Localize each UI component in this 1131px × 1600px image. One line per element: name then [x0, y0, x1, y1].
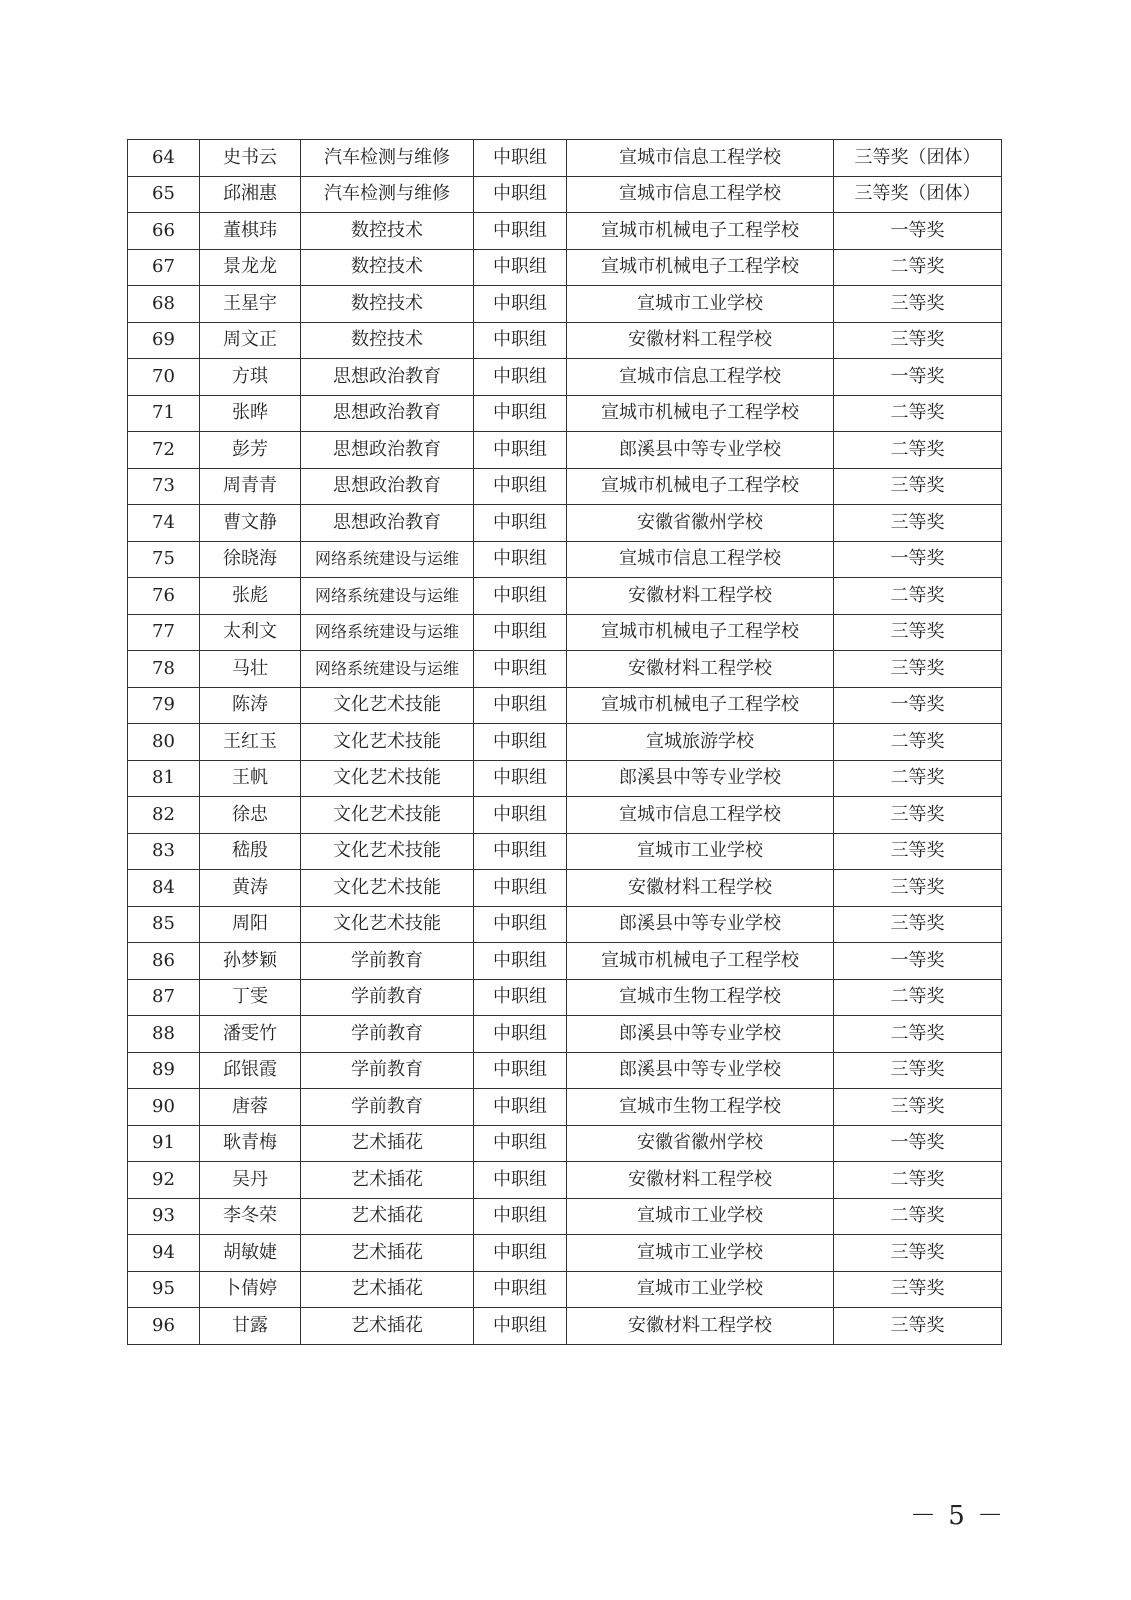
cell-group: 中职组 [474, 760, 567, 797]
cell-project: 艺术插花 [301, 1162, 474, 1199]
cell-group: 中职组 [474, 578, 567, 615]
cell-project: 思想政治教育 [301, 359, 474, 396]
awards-table-body [128, 140, 1002, 1345]
cell-award: 一等奖 [834, 213, 1002, 250]
cell-group: 中职组 [474, 943, 567, 980]
cell-group: 中职组 [474, 1052, 567, 1089]
cell-number: 90 [128, 1089, 200, 1126]
cell-number: 76 [128, 578, 200, 615]
table-row [128, 870, 1002, 907]
cell-group: 中职组 [474, 432, 567, 469]
cell-name: 邱湘惠 [200, 176, 301, 213]
cell-group: 中职组 [474, 797, 567, 834]
table-row [128, 1162, 1002, 1199]
cell-school: 安徽材料工程学校 [567, 651, 834, 688]
cell-number: 84 [128, 870, 200, 907]
table-row [128, 651, 1002, 688]
cell-award: 二等奖 [834, 1162, 1002, 1199]
table-row [128, 176, 1002, 213]
cell-school: 宣城市信息工程学校 [567, 797, 834, 834]
cell-award: 二等奖 [834, 432, 1002, 469]
table-row [128, 213, 1002, 250]
table-row [128, 140, 1002, 177]
table-row [128, 833, 1002, 870]
cell-award: 三等奖 [834, 797, 1002, 834]
cell-number: 87 [128, 979, 200, 1016]
cell-award: 三等奖 [834, 286, 1002, 323]
cell-group: 中职组 [474, 1235, 567, 1272]
table-row [128, 286, 1002, 323]
cell-school: 宣城市信息工程学校 [567, 359, 834, 396]
table-row [128, 505, 1002, 542]
cell-school: 宣城旅游学校 [567, 724, 834, 761]
cell-school: 宣城市信息工程学校 [567, 176, 834, 213]
cell-group: 中职组 [474, 1125, 567, 1162]
cell-number: 65 [128, 176, 200, 213]
cell-group: 中职组 [474, 833, 567, 870]
cell-project: 网络系统建设与运维 [301, 578, 474, 615]
cell-project: 学前教育 [301, 1016, 474, 1053]
cell-award: 三等奖 [834, 1271, 1002, 1308]
cell-project: 艺术插花 [301, 1308, 474, 1345]
cell-award: 二等奖 [834, 979, 1002, 1016]
cell-school: 宣城市工业学校 [567, 833, 834, 870]
cell-name: 卜倩婷 [200, 1271, 301, 1308]
cell-group: 中职组 [474, 359, 567, 396]
cell-number: 88 [128, 1016, 200, 1053]
table-row [128, 1052, 1002, 1089]
cell-name: 周文正 [200, 322, 301, 359]
cell-number: 83 [128, 833, 200, 870]
cell-name: 丁雯 [200, 979, 301, 1016]
cell-award: 三等奖 [834, 651, 1002, 688]
table-row [128, 359, 1002, 396]
cell-project: 数控技术 [301, 286, 474, 323]
cell-school: 宣城市工业学校 [567, 1235, 834, 1272]
cell-award: 一等奖 [834, 541, 1002, 578]
table-row [128, 1235, 1002, 1272]
cell-award: 三等奖（团体） [834, 140, 1002, 177]
cell-project: 文化艺术技能 [301, 797, 474, 834]
cell-school: 宣城市工业学校 [567, 1198, 834, 1235]
cell-group: 中职组 [474, 286, 567, 323]
table-row [128, 1016, 1002, 1053]
cell-group: 中职组 [474, 1162, 567, 1199]
cell-group: 中职组 [474, 724, 567, 761]
table-row [128, 906, 1002, 943]
cell-number: 73 [128, 468, 200, 505]
cell-number: 78 [128, 651, 200, 688]
cell-number: 91 [128, 1125, 200, 1162]
table-row [128, 943, 1002, 980]
cell-name: 邱银霞 [200, 1052, 301, 1089]
cell-school: 郎溪县中等专业学校 [567, 1016, 834, 1053]
cell-number: 66 [128, 213, 200, 250]
cell-award: 一等奖 [834, 687, 1002, 724]
cell-project: 艺术插花 [301, 1271, 474, 1308]
cell-group: 中职组 [474, 1016, 567, 1053]
cell-name: 张晔 [200, 395, 301, 432]
cell-project: 数控技术 [301, 249, 474, 286]
cell-award: 三等奖 [834, 1235, 1002, 1272]
cell-school: 宣城市工业学校 [567, 286, 834, 323]
cell-award: 三等奖 [834, 1308, 1002, 1345]
cell-school: 宣城市生物工程学校 [567, 1089, 834, 1126]
cell-award: 二等奖 [834, 578, 1002, 615]
cell-group: 中职组 [474, 395, 567, 432]
cell-school: 安徽材料工程学校 [567, 870, 834, 907]
cell-project: 艺术插花 [301, 1125, 474, 1162]
cell-project: 思想政治教育 [301, 505, 474, 542]
cell-project: 网络系统建设与运维 [301, 614, 474, 651]
cell-name: 董棋玮 [200, 213, 301, 250]
cell-number: 94 [128, 1235, 200, 1272]
table-row [128, 395, 1002, 432]
cell-name: 王帆 [200, 760, 301, 797]
cell-project: 文化艺术技能 [301, 760, 474, 797]
cell-name: 马壮 [200, 651, 301, 688]
cell-number: 79 [128, 687, 200, 724]
awards-table [127, 139, 1002, 1345]
cell-group: 中职组 [474, 687, 567, 724]
cell-number: 72 [128, 432, 200, 469]
cell-award: 二等奖 [834, 1016, 1002, 1053]
cell-group: 中职组 [474, 1198, 567, 1235]
cell-group: 中职组 [474, 213, 567, 250]
table-row [128, 724, 1002, 761]
cell-school: 安徽材料工程学校 [567, 578, 834, 615]
cell-award: 三等奖 [834, 870, 1002, 907]
cell-school: 宣城市机械电子工程学校 [567, 687, 834, 724]
cell-award: 三等奖 [834, 505, 1002, 542]
cell-project: 数控技术 [301, 213, 474, 250]
table-row [128, 432, 1002, 469]
cell-award: 三等奖 [834, 1052, 1002, 1089]
cell-award: 二等奖 [834, 249, 1002, 286]
cell-group: 中职组 [474, 870, 567, 907]
cell-group: 中职组 [474, 614, 567, 651]
cell-award: 三等奖 [834, 1089, 1002, 1126]
cell-number: 92 [128, 1162, 200, 1199]
cell-number: 67 [128, 249, 200, 286]
cell-project: 学前教育 [301, 979, 474, 1016]
table-row [128, 797, 1002, 834]
cell-project: 网络系统建设与运维 [301, 651, 474, 688]
cell-name: 周青青 [200, 468, 301, 505]
cell-school: 安徽省徽州学校 [567, 1125, 834, 1162]
cell-project: 文化艺术技能 [301, 833, 474, 870]
cell-name: 景龙龙 [200, 249, 301, 286]
table-row [128, 1125, 1002, 1162]
cell-group: 中职组 [474, 1089, 567, 1126]
cell-project: 网络系统建设与运维 [301, 541, 474, 578]
cell-group: 中职组 [474, 140, 567, 177]
cell-project: 思想政治教育 [301, 468, 474, 505]
table-row [128, 1308, 1002, 1345]
cell-name: 周阳 [200, 906, 301, 943]
cell-award: 一等奖 [834, 943, 1002, 980]
cell-name: 潘雯竹 [200, 1016, 301, 1053]
cell-school: 安徽材料工程学校 [567, 1308, 834, 1345]
cell-project: 艺术插花 [301, 1235, 474, 1272]
cell-number: 89 [128, 1052, 200, 1089]
cell-name: 彭芳 [200, 432, 301, 469]
cell-school: 安徽省徽州学校 [567, 505, 834, 542]
table-row [128, 468, 1002, 505]
cell-school: 宣城市机械电子工程学校 [567, 213, 834, 250]
cell-name: 唐蓉 [200, 1089, 301, 1126]
cell-award: 一等奖 [834, 1125, 1002, 1162]
cell-number: 95 [128, 1271, 200, 1308]
cell-name: 李冬荣 [200, 1198, 301, 1235]
cell-name: 耿青梅 [200, 1125, 301, 1162]
cell-name: 太利文 [200, 614, 301, 651]
cell-number: 80 [128, 724, 200, 761]
cell-number: 96 [128, 1308, 200, 1345]
cell-number: 77 [128, 614, 200, 651]
cell-school: 宣城市信息工程学校 [567, 140, 834, 177]
cell-school: 安徽材料工程学校 [567, 1162, 834, 1199]
cell-award: 三等奖 [834, 322, 1002, 359]
cell-number: 68 [128, 286, 200, 323]
cell-name: 王红玉 [200, 724, 301, 761]
table-row [128, 322, 1002, 359]
cell-name: 孙梦颖 [200, 943, 301, 980]
cell-award: 三等奖（团体） [834, 176, 1002, 213]
cell-group: 中职组 [474, 906, 567, 943]
cell-name: 徐晓海 [200, 541, 301, 578]
cell-award: 二等奖 [834, 1198, 1002, 1235]
cell-number: 69 [128, 322, 200, 359]
cell-project: 文化艺术技能 [301, 687, 474, 724]
cell-project: 学前教育 [301, 943, 474, 980]
cell-name: 嵇殷 [200, 833, 301, 870]
cell-number: 85 [128, 906, 200, 943]
cell-project: 汽车检测与维修 [301, 176, 474, 213]
cell-group: 中职组 [474, 979, 567, 1016]
cell-school: 宣城市机械电子工程学校 [567, 468, 834, 505]
cell-award: 二等奖 [834, 395, 1002, 432]
cell-school: 郎溪县中等专业学校 [567, 760, 834, 797]
cell-project: 学前教育 [301, 1089, 474, 1126]
table-row [128, 578, 1002, 615]
cell-award: 一等奖 [834, 359, 1002, 396]
table-row [128, 249, 1002, 286]
cell-project: 艺术插花 [301, 1198, 474, 1235]
cell-number: 70 [128, 359, 200, 396]
cell-name: 王星宇 [200, 286, 301, 323]
cell-school: 宣城市信息工程学校 [567, 541, 834, 578]
cell-name: 曹文静 [200, 505, 301, 542]
cell-name: 史书云 [200, 140, 301, 177]
cell-number: 74 [128, 505, 200, 542]
cell-group: 中职组 [474, 1308, 567, 1345]
cell-group: 中职组 [474, 1271, 567, 1308]
cell-group: 中职组 [474, 651, 567, 688]
cell-group: 中职组 [474, 505, 567, 542]
cell-project: 思想政治教育 [301, 432, 474, 469]
table-row [128, 760, 1002, 797]
cell-school: 郎溪县中等专业学校 [567, 432, 834, 469]
table-row [128, 1271, 1002, 1308]
cell-award: 二等奖 [834, 760, 1002, 797]
cell-school: 郎溪县中等专业学校 [567, 906, 834, 943]
cell-name: 吴丹 [200, 1162, 301, 1199]
page-number: － 5 － [910, 1501, 1006, 1531]
cell-project: 文化艺术技能 [301, 724, 474, 761]
table-row [128, 614, 1002, 651]
cell-school: 宣城市机械电子工程学校 [567, 943, 834, 980]
cell-name: 方琪 [200, 359, 301, 396]
cell-award: 三等奖 [834, 906, 1002, 943]
cell-school: 安徽材料工程学校 [567, 322, 834, 359]
cell-name: 陈涛 [200, 687, 301, 724]
cell-school: 宣城市机械电子工程学校 [567, 614, 834, 651]
cell-project: 数控技术 [301, 322, 474, 359]
cell-project: 文化艺术技能 [301, 870, 474, 907]
cell-school: 宣城市工业学校 [567, 1271, 834, 1308]
cell-school: 宣城市机械电子工程学校 [567, 395, 834, 432]
cell-name: 黄涛 [200, 870, 301, 907]
table-row [128, 687, 1002, 724]
cell-number: 86 [128, 943, 200, 980]
table-row [128, 1198, 1002, 1235]
cell-school: 宣城市机械电子工程学校 [567, 249, 834, 286]
cell-group: 中职组 [474, 322, 567, 359]
cell-number: 64 [128, 140, 200, 177]
cell-project: 学前教育 [301, 1052, 474, 1089]
cell-number: 75 [128, 541, 200, 578]
table-row [128, 1089, 1002, 1126]
cell-award: 三等奖 [834, 833, 1002, 870]
table-row [128, 541, 1002, 578]
cell-award: 三等奖 [834, 468, 1002, 505]
cell-award: 二等奖 [834, 724, 1002, 761]
cell-group: 中职组 [474, 541, 567, 578]
cell-school: 郎溪县中等专业学校 [567, 1052, 834, 1089]
cell-project: 文化艺术技能 [301, 906, 474, 943]
cell-group: 中职组 [474, 249, 567, 286]
cell-award: 三等奖 [834, 614, 1002, 651]
cell-name: 甘露 [200, 1308, 301, 1345]
cell-name: 徐忠 [200, 797, 301, 834]
cell-number: 82 [128, 797, 200, 834]
cell-number: 71 [128, 395, 200, 432]
cell-project: 汽车检测与维修 [301, 140, 474, 177]
cell-group: 中职组 [474, 176, 567, 213]
cell-group: 中职组 [474, 468, 567, 505]
cell-school: 宣城市生物工程学校 [567, 979, 834, 1016]
cell-number: 81 [128, 760, 200, 797]
table-row [128, 979, 1002, 1016]
cell-name: 胡敏婕 [200, 1235, 301, 1272]
cell-number: 93 [128, 1198, 200, 1235]
cell-project: 思想政治教育 [301, 395, 474, 432]
cell-name: 张彪 [200, 578, 301, 615]
